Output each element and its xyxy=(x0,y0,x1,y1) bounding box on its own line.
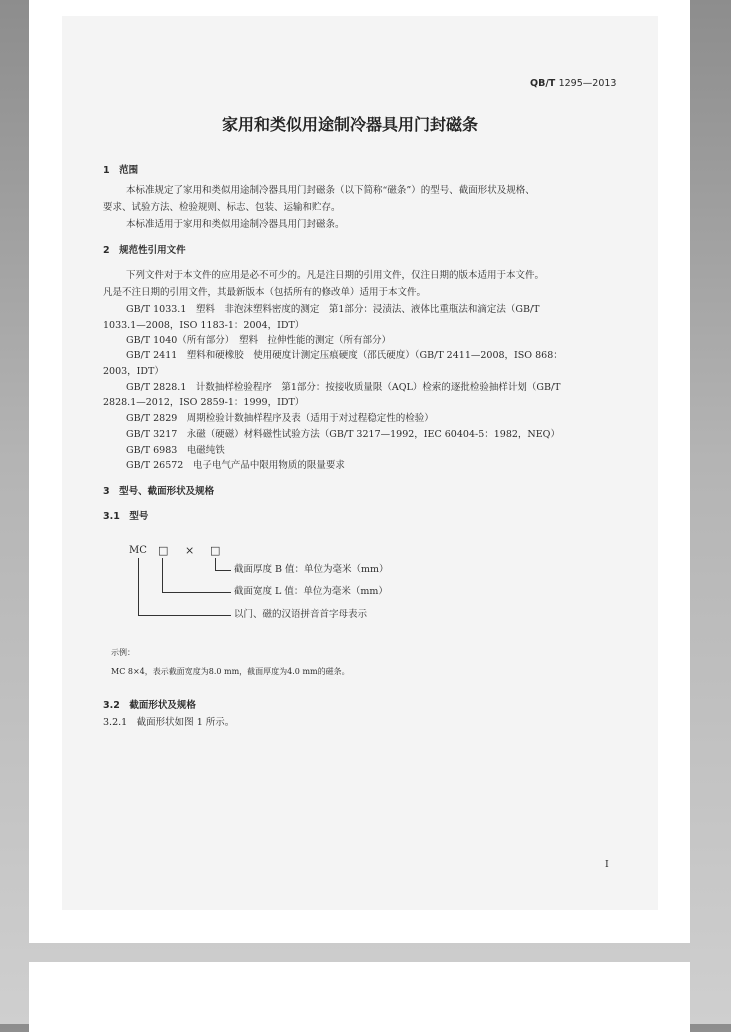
code-box-l: □ xyxy=(158,544,169,557)
model-code: MC xyxy=(129,545,147,556)
section-1-heading: 1 范围 xyxy=(103,165,139,176)
section-3-heading: 3 型号、截面形状及规格 xyxy=(103,486,215,497)
leader-line-l-h xyxy=(162,592,231,593)
reference-entry: 2828.1—2012，ISO 2859-1：1999，IDT） xyxy=(103,397,305,408)
reference-entry: 1033.1—2008，ISO 1183-1：2004，IDT） xyxy=(103,320,305,331)
leader-line-mc xyxy=(138,558,139,616)
next-page xyxy=(29,962,690,1032)
reference-entry: 2003，IDT） xyxy=(103,366,164,377)
document-page xyxy=(29,0,690,943)
standard-code xyxy=(530,79,616,89)
document-title: 家用和类似用途制冷器具用门封磁条 xyxy=(222,115,479,134)
leader-line-l xyxy=(162,558,163,593)
section-3-2-heading: 3.2 截面形状及规格 xyxy=(103,700,196,711)
reference-entry: GB/T 6983 电磁纯铁 xyxy=(126,445,225,456)
example-label: 示例： xyxy=(111,648,135,657)
section-2-line: 凡是不注日期的引用文件，其最新版本（包括所有的修改单）适用于本文件。 xyxy=(103,287,427,298)
leader-line-mc-h xyxy=(138,615,231,616)
times-symbol: × xyxy=(185,544,195,557)
reference-entry: GB/T 2411 塑料和硬橡胶 使用硬度计测定压痕硬度（邵氏硬度）（GB/T 2411—2008，ISO 868： xyxy=(126,350,563,361)
label-thickness-b: 截面厚度 B 值：单位为毫米（mm） xyxy=(234,564,389,575)
reference-entry: GB/T 2828.1 计数抽样检验程序 第1部分：按接收质量限（AQL）检索的逐批检验抽样计划（GB/T xyxy=(126,382,561,393)
section-1-line: 本标准规定了家用和类似用途制冷器具用门封磁条（以下简称“磁条”）的型号、截面形状及规格、 xyxy=(126,185,535,196)
std-code: QB/T xyxy=(530,78,556,89)
page-number: I xyxy=(605,859,609,870)
reference-entry: GB/T 1033.1 塑料 非泡沫塑料密度的测定 第1部分：浸渍法、液体比重瓶法和滴定法（GB/T xyxy=(126,304,540,315)
leader-line-b-h xyxy=(215,570,231,571)
reference-entry: GB/T 2829 周期检验计数抽样程序及表（适用于对过程稳定性的检验） xyxy=(126,413,434,424)
reference-entry: GB/T 3217 永磁（硬磁）材料磁性试验方法（GB/T 3217—1992，IEC 60404-5：1982，NEQ） xyxy=(126,429,560,440)
reference-entry: GB/T 26572 电子电气产品中限用物质的限量要求 xyxy=(126,460,345,471)
code-box-b: □ xyxy=(210,544,221,557)
label-mc: 以门、磁的汉语拼音首字母表示 xyxy=(234,609,368,620)
std-number: 1295—2013 xyxy=(558,78,617,89)
example-text: MC 8×4，表示截面宽度为8.0 mm，截面厚度为4.0 mm的磁条。 xyxy=(111,667,350,676)
section-1-line: 要求、试验方法、检验规则、标志、包装、运输和贮存。 xyxy=(103,202,341,213)
section-2-line: 下列文件对于本文件的应用是必不可少的。凡是注日期的引用文件，仅注日期的版本适用于本文件。 xyxy=(126,270,545,281)
section-2-heading: 2 规范性引用文件 xyxy=(103,245,186,256)
section-3-1-heading: 3.1 型号 xyxy=(103,511,149,522)
label-width-l: 截面宽度 L 值：单位为毫米（mm） xyxy=(234,586,388,597)
section-3-2-1-text: 3.2.1 截面形状如图 1 所示。 xyxy=(103,717,235,728)
reference-entry: GB/T 1040（所有部分） 塑料 拉伸性能的测定（所有部分） xyxy=(126,335,392,346)
section-1-line: 本标准适用于家用和类似用途制冷器具用门封磁条。 xyxy=(126,219,345,230)
